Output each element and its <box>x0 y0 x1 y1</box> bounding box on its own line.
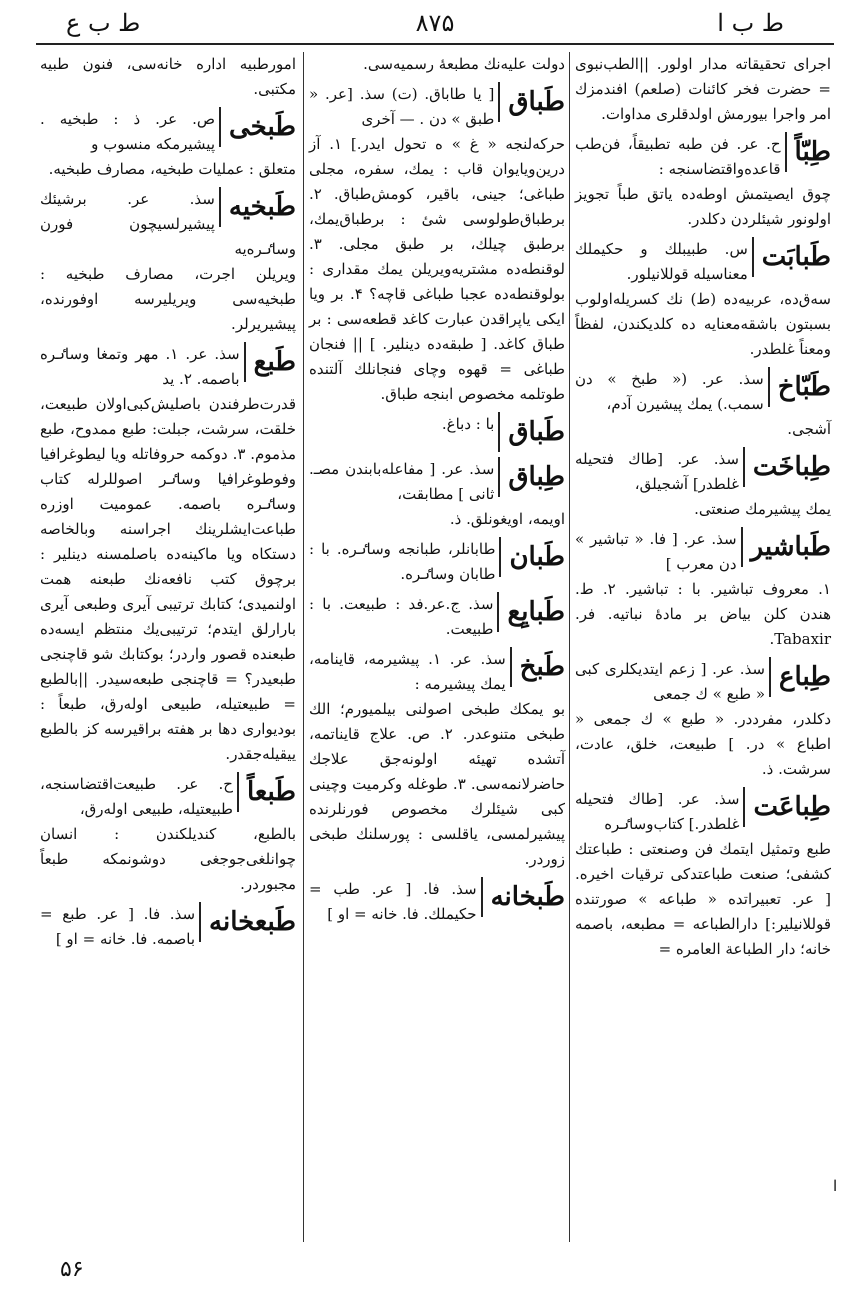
headword: طَباق <box>498 412 565 452</box>
definition-continued: سه‌ق‌ده، عربیه‌ده (ط) نك کسریله‌اولوب بسبتون باشقه‌معنایه ده کلدیکندن، لفظاً ومعناً غلطدر. <box>575 290 831 358</box>
definition: سذ. ج.عر.فد : طبیعت. با : طبیعت. <box>309 595 494 638</box>
page-number: ۸۷۵ <box>415 9 455 37</box>
definition: ح. عر. طبیعت‌اقتضاسنجه، طبیعتیله، طبیعی اوله‌رق، <box>40 775 233 818</box>
signature-number: ۵۶ <box>60 1257 84 1282</box>
definition-continued: ۱. معروف تباشیر. با : تباشیر. ۲. ط. هندن کلن بیاض بر مادهٔ نباتیه. فر. Tabaxir. <box>575 580 831 648</box>
headword: طَباشیر <box>741 527 831 567</box>
headword: طَبخ <box>510 647 565 687</box>
margin-mark: ا <box>833 1177 838 1195</box>
headword: طَباق <box>498 82 565 122</box>
column-divider <box>303 52 304 1242</box>
definition-continued: آشجی. <box>787 420 831 438</box>
definition-continued: اویمه، اویغونلق. ذ. <box>449 510 565 528</box>
header-left-letters: ط ب ع <box>66 9 141 37</box>
definition: سذ. عر. [طاك فتحیله غلطدر.] کتاب‌وساٸره <box>575 790 740 833</box>
headword: طَبع <box>244 342 296 382</box>
column-middle <box>309 52 565 1242</box>
column-divider <box>569 52 570 1242</box>
headword: طِباخَت <box>743 447 831 487</box>
definition: سذ. عر. ۱. مهر وتمغا وساٸره باصمه. ۲. ید <box>40 345 240 388</box>
headword: طَبّاخ <box>768 367 831 407</box>
definition-continued: دکلدر، مفرددر. « طبع » ك جمعی « اطباع » در. ] طبیعت، خلق، عادت، سرشت. ذ. <box>575 710 831 778</box>
dictionary-entry <box>575 367 831 442</box>
column-left <box>40 52 296 1242</box>
column-right <box>575 52 831 1242</box>
headword: طَبخی <box>219 107 296 147</box>
entry-continuation: اجرای تحقیقاته مدار اولور. ||الطب‌نبوی = حضرت فخر کائنات (صلعم) افندمزك امر واجرا بیورمش اولدقلری مداوات. <box>575 55 831 123</box>
definition: [ یا طاباق. (ت) سذ. [عر. « طبق » دن . — آخری <box>309 85 495 128</box>
headword: طِباعَت <box>743 787 831 827</box>
definition-continued: یمك پیشیرمك صنعتی. <box>694 500 831 518</box>
dictionary-entry <box>309 412 565 452</box>
dictionary-entry <box>575 787 831 962</box>
definition: طابانلر، طبانجه وساٸره. با : طابان وساٸره. <box>309 540 496 583</box>
headword: طَبایِع <box>497 592 565 632</box>
headword: طِباع <box>769 657 831 697</box>
definition: ح. عر. فن طبه تطبیقاً، فن‌طب قاعده‌واقتضاسنجه : <box>575 135 781 178</box>
definition: سذ. عر. [ فا. « تباشیر » دن معرب ] <box>575 530 737 573</box>
definition-continued: متعلق : عملیات طبخیه، مصارف طبخیه. <box>48 160 296 178</box>
headword: طَبخیه <box>219 187 296 227</box>
page-header <box>36 6 834 40</box>
definition: سذ. فا. [ عر. طبع = باصمه. فا. خانه = او ] <box>40 905 196 948</box>
definition: سذ. عر. [طاك فتحیله غلطدر] آشجیلق، <box>575 450 739 493</box>
definition-continued: چوق ایصیتمش اوطه‌ده یاتق طباً تجویز اولونور شیئلردن دکلدر. <box>575 185 831 228</box>
definition: سذ. عر. ۱. پیشیرمه، قاینامه، یمك پیشیرمه : <box>309 650 506 693</box>
dictionary-entry <box>575 527 831 652</box>
headword: طَبخانه <box>481 877 565 917</box>
definition-continued: ویریلن اجرت، مصارف طبخیه : طبخیه‌سی ویریلیرسه اوفورنده، پیشیریرلر. <box>40 265 296 333</box>
definition: سذ. عر. برشیئك پیشیرلسیچون فورن وساٸره‌یه <box>40 190 296 258</box>
dictionary-entry <box>309 592 565 642</box>
definition-continued: طبع وتمثیل ایتمك فن وصنعتی : طباعتك کشفی؛ صنعت طباعتدکی ترقیات اخیره. [ عر. تعبیراتده « طباعه » صورتنده قوللانیلیر:] دارالطباعه = مطبعه، باصمه خانه؛ دار الطباعة العامره = <box>575 840 831 958</box>
dictionary-entry <box>40 107 296 182</box>
dictionary-entry <box>40 902 296 952</box>
dictionary-entry <box>309 647 565 872</box>
headword: طَبابَت <box>752 237 831 277</box>
definition: سذ. عر. [ زعم ایتدیکلری کبی « طبع » ك‌ جمعی <box>575 660 766 703</box>
dictionary-entry <box>40 772 296 897</box>
dictionary-entry <box>575 657 831 782</box>
dictionary-entry <box>40 187 296 337</box>
dictionary-entry <box>575 447 831 522</box>
definition: س. طبیبلك و حکیملك معناسیله قوللانیلور. <box>575 240 748 283</box>
definition: سذ. عر. (« طبخ » دن سمب.) یمك پیشیرن آدم، <box>575 370 764 413</box>
dictionary-entry <box>575 237 831 362</box>
definition-continued: حرکه‌لنجه « غ » ه تحول ایدر.] ۱. آز درین‌ویایوان قاب : یمك، سفره، مجلی طباغی؛ جینی، باقیر، کومش‌طباق. ۲. برطباق‌طولوسی شیٔ : برطباق‌یمك، برطبق چیلك، بر طبق مجلی. ۳. لوقنطه‌ده مشتریه‌ویریلن یمك مقداری : بولوقنطه‌ده عجبا طباغی قاچه؟ ۴. بر ویا ایکی یاپراقدن عبارت کاغد قطعه‌سی : بر طباق کاغد. [ طبقه‌ده دینلیر. ] || فنجان طباغی = قهوه وچای فنجانلك آلتنده طوتلمه مخصوص ابنجه طباق. <box>309 135 565 403</box>
definition: سذ. فا. [ عر. طب = حکیملك. فا. خانه = او ] <box>309 880 477 923</box>
definition: با : دباغ. <box>441 415 495 433</box>
headword: طَبعاً <box>237 772 296 812</box>
definition-continued: قدرت‌طرفندن باصلیش‌کبی‌اولان طبیعت، خلقت، سرشت، جبلت: طبع ممدوح، طبع مذموم. ۳. دوکمه حروفاتله ویا لیطوغرافیا وفوطوغرافیا وساٸر اصوللرله کتاب وساٸره باصمه. عمومیت اوزره طباعت‌ایشلرینك اجراسنه وبالخاصه دستکاه ویا ماکینه‌ده باصلمسنه دینلیر : برچوق کتب نافعه‌نك طبعنه همت اولنمیدی؛ کتابك ترتیبی آیری وطبعی آیری بارارلق ایتدم؛ ترتیبی‌یك منتظم ایسه‌ده طبعنده قصور واردر؛ بوکتابك شو قاچنجی طبعیدر؟ = قاچنجی طبعه‌سیدر. ||بالطبع = طبیعتیله، طبیعی اوله‌رق، طبعاً : بودیواری دها بر هفته براقیرسه کز بالطبع ییقیله‌جقدر. <box>40 395 296 763</box>
dictionary-entry <box>309 457 565 532</box>
header-right-letters: ط ب ا <box>717 9 784 37</box>
headword: طِبّاً <box>785 132 831 172</box>
headword: طَبان <box>499 537 565 577</box>
headword: طَبعخانه <box>199 902 296 942</box>
dictionary-entry <box>575 132 831 232</box>
dictionary-entry <box>309 537 565 587</box>
dictionary-entry <box>309 82 565 407</box>
definition: ص. عر. ذ : طبخیه . پیشیرمکه منسوب و <box>40 110 215 153</box>
headword: طِباق <box>498 457 565 497</box>
header-rule <box>36 43 834 45</box>
definition: سذ. عر. [ مفاعله‌بابندن مصـ. ثانی ] مطابقت، <box>309 460 495 503</box>
definition-continued: بو یمکك طبخی اصولنی بیلمیورم؛ الك طبخی متنوعدر. ۲. ص. علاج قایناتمه، آتشده تهیئه اولونه‌جق علاجك حاضرلانمه‌سی. ۳. طوغله وکرمیت وچینی کبی شیئلرك مخصوص فورنلرنده پیشیرلمسی، یاقلسی : پورسلنك طبخی زوردر. <box>309 700 566 868</box>
dictionary-entry <box>40 342 296 767</box>
entry-continuation: امورطبیه اداره خانه‌سی، فنون طبیه مکتبی. <box>40 55 296 98</box>
dictionary-entry <box>309 877 565 927</box>
definition-continued: بالطبع، کندیلکندن : انسان چوانلغی‌جوجغی دوشونمکه طبعاً مجبوردر. <box>40 825 296 893</box>
entry-continuation: دولت علیه‌نك مطبعهٔ رسمیه‌سی. <box>363 55 565 73</box>
